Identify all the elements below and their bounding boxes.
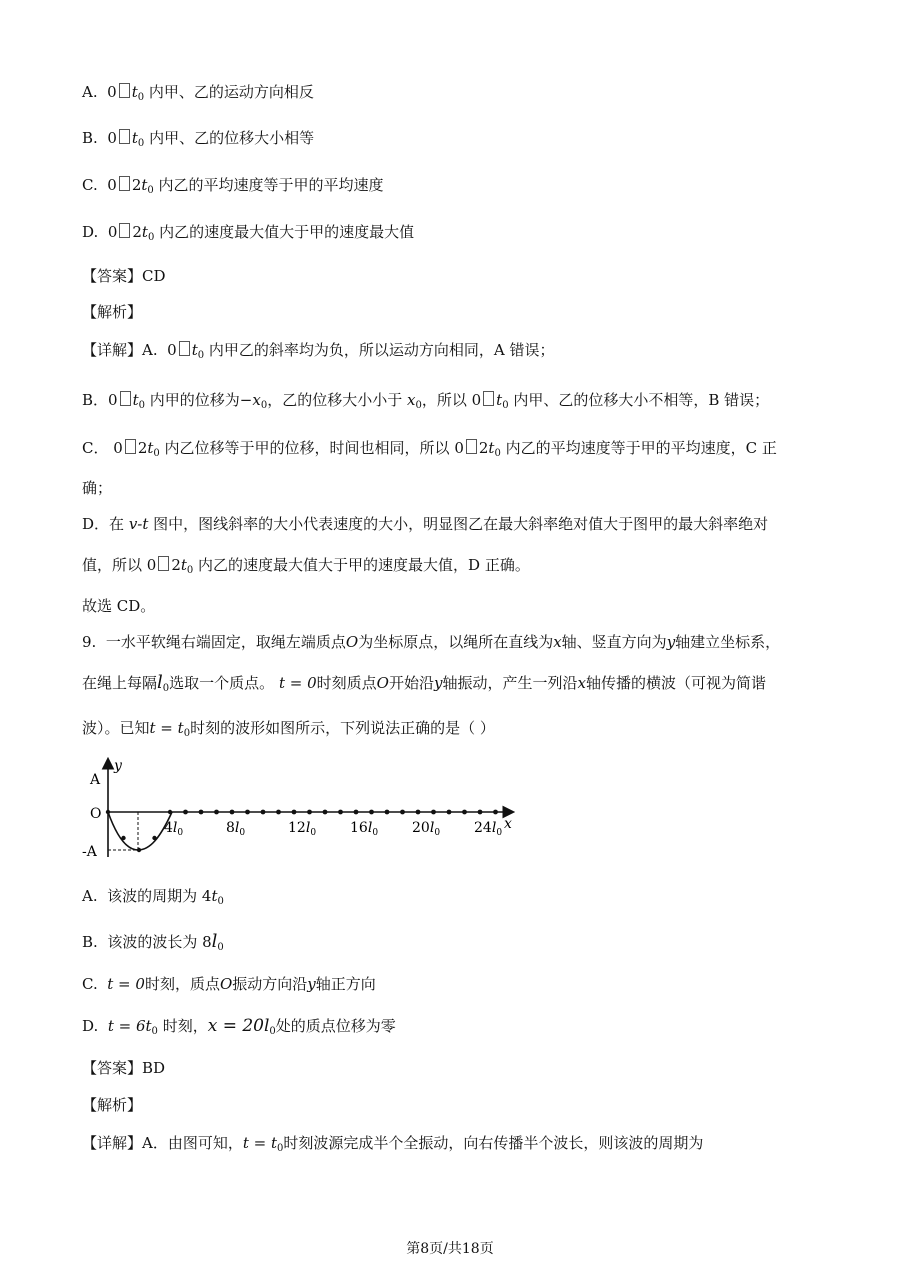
rope-particle	[199, 810, 204, 815]
rope-particle	[168, 810, 172, 814]
q9-option-b: B. 该波的波长为 $8l_0$	[82, 931, 224, 953]
amplitude-label: A	[90, 772, 101, 788]
rope-particle	[338, 810, 343, 815]
rope-particle	[478, 810, 483, 815]
q9-answer: 【答案】BD	[82, 1059, 166, 1077]
unrendered-glyph	[120, 391, 131, 406]
q8-option-c: C. 0 $2t_0$ 内乙的平均速度等于甲的平均速度	[82, 176, 384, 196]
unrendered-glyph	[119, 223, 130, 238]
rope-particle	[276, 810, 281, 815]
rope-particle	[431, 810, 436, 815]
q8-detail-a: 【详解】A. 0 $t_0$ 内甲乙的斜率均为负，所以运动方向相同，A 错误；	[82, 341, 555, 361]
q9-wave-figure	[80, 752, 530, 862]
q9-stem-line1: 9. 一水平软绳右端固定，取绳左端质点O为坐标原点，以绳所在直线为x轴、竖直方向为y轴建立坐标系，	[82, 633, 781, 651]
q8-option-b: B. 0 $t_0$ 内甲、乙的位移大小相等	[82, 129, 315, 149]
rope-particle	[261, 810, 266, 815]
q8-analysis-label: 【解析】	[82, 303, 143, 321]
rope-particle	[214, 810, 219, 815]
rope-particle	[369, 810, 374, 815]
q9-analysis-label: 【解析】	[82, 1096, 143, 1114]
q8-detail-d: D．在 v-t 图中，图线斜率的大小代表速度的大小，明显图乙在最大斜率绝对值大于图甲的最大斜率绝对	[82, 515, 769, 533]
origin-label: O	[90, 806, 102, 822]
q9-detail-a: 【详解】A．由图可知，$t = t_0$时刻波源完成半个全振动，向右传播半个波长，则该波的周期为	[82, 1134, 704, 1154]
y-axis-label: y	[114, 758, 122, 774]
unrendered-glyph	[119, 176, 130, 191]
unrendered-glyph	[466, 439, 477, 454]
rope-particle	[245, 810, 250, 815]
rope-particle	[137, 848, 141, 852]
unrendered-glyph	[125, 439, 136, 454]
x-tick-label: $12l_0$	[288, 820, 317, 838]
rope-particle	[121, 836, 125, 840]
q9-stem-line3: 波）。已知$t = t_0$时刻的波形如图所示，下列说法正确的是（ ）	[82, 719, 495, 739]
x-tick-label: $16l_0$	[350, 820, 379, 838]
unrendered-glyph	[179, 341, 190, 356]
rope-particle	[385, 810, 390, 815]
rope-particle	[183, 810, 188, 815]
q8-option-a: A. 0 $t_0$ 内甲、乙的运动方向相反	[82, 83, 314, 103]
unrendered-glyph	[119, 83, 130, 98]
rope-particle	[230, 810, 235, 815]
rope-particle	[416, 810, 421, 815]
rope-particle	[292, 810, 297, 815]
x-axis-label: x	[504, 816, 512, 832]
rope-particle	[447, 810, 452, 815]
q8-detail-c-cont: 确；	[82, 479, 113, 497]
x-tick-label: $4l_0$	[164, 820, 184, 838]
x-tick-label: $8l_0$	[226, 820, 246, 838]
neg-amplitude-label: -A	[82, 844, 97, 860]
q9-option-d: D. $t = 6t_0$ 时刻，$x = 20l_0$处的质点位移为零	[82, 1016, 396, 1037]
rope-particle	[106, 810, 110, 814]
unrendered-glyph	[119, 129, 130, 144]
x-tick-label: $20l_0$	[412, 820, 441, 838]
rope-particle	[152, 836, 156, 840]
q8-detail-c: C． 0 $2t_0$ 内乙位移等于甲的位移，时间也相同，所以 0 $2t_0$ 内乙的平均速度等于甲的平均速度，C 正	[82, 439, 777, 459]
unrendered-glyph	[483, 391, 494, 406]
rope-particle	[354, 810, 359, 815]
x-tick-label: $24l_0$	[474, 820, 503, 838]
rope-particle	[462, 810, 467, 815]
wave-curve	[108, 812, 172, 850]
q9-stem-line2: 在绳上每隔$l_0$选取一个质点。 t = 0时刻质点O开始沿y轴振动，产生一列沿x轴传播的横波（可视为简谐	[82, 672, 766, 694]
q9-option-a: A. 该波的周期为 $4t_0$	[82, 887, 224, 907]
q8-conclusion: 故选 CD。	[82, 597, 156, 615]
rope-particle	[323, 810, 328, 815]
q8-detail-b: B．0 $t_0$ 内甲的位移为$-x_0$，乙的位移大小小于 $x_0$，所以 0 $t_0$ 内甲、乙的位移大小不相等，B 错误；	[82, 391, 770, 411]
q8-option-d: D. 0 $2t_0$ 内乙的速度最大值大于甲的速度最大值	[82, 223, 415, 243]
page-footer: 第8页/共18页	[406, 1241, 494, 1257]
q9-option-c: C. t = 0时刻，质点O振动方向沿y轴正方向	[82, 975, 376, 993]
rope-particle	[493, 810, 498, 815]
rope-particle	[400, 810, 405, 815]
q8-detail-d-cont: 值，所以 0 $2t_0$ 内乙的速度最大值大于甲的速度最大值，D 正确。	[82, 556, 530, 576]
q8-answer: 【答案】CD	[82, 267, 166, 285]
unrendered-glyph	[158, 556, 169, 571]
rope-particle	[307, 810, 312, 815]
